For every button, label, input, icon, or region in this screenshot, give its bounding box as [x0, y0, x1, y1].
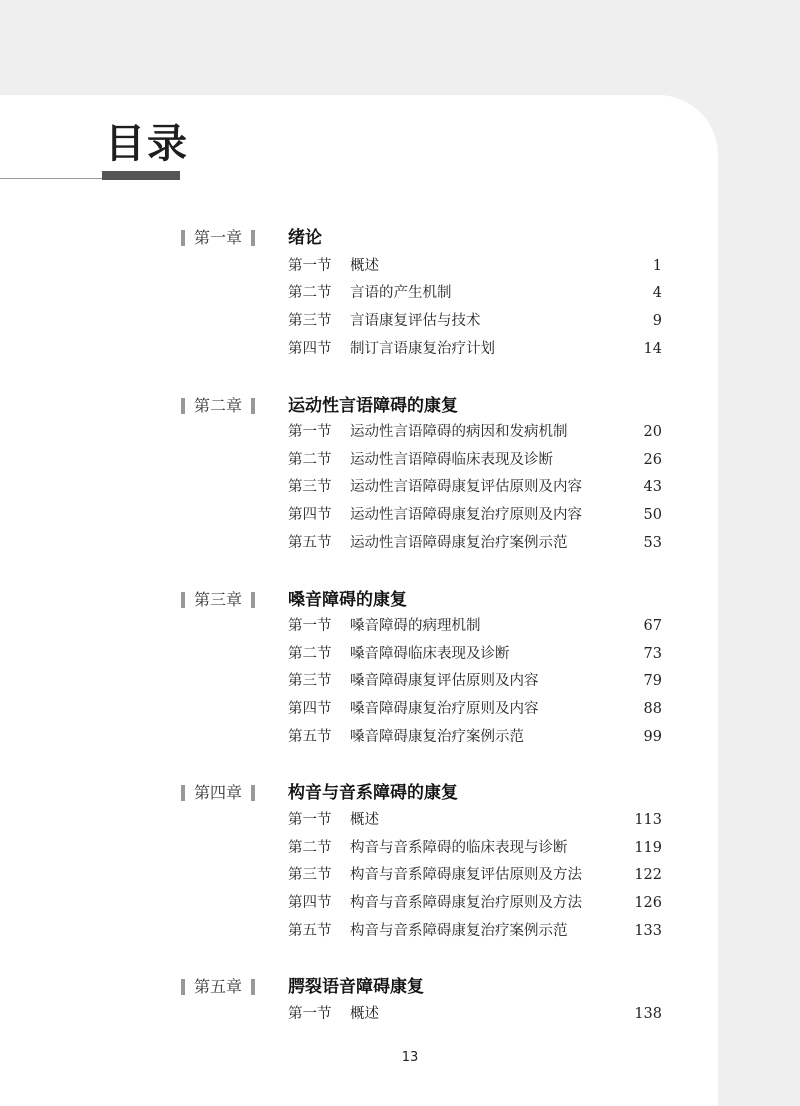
page-number: 126 — [634, 895, 662, 911]
section-title: 运动性言语障碍康复治疗案例示范 — [350, 535, 568, 551]
section-number: 第二节 — [288, 285, 332, 301]
page-number: 9 — [652, 313, 662, 329]
page-number: 53 — [643, 535, 662, 551]
page-number: 14 — [643, 341, 662, 357]
section-number: 第一节 — [288, 812, 332, 828]
section-number: 第三节 — [288, 867, 332, 883]
toc-entry[interactable] — [288, 643, 662, 665]
section-title: 嗓音障碍康复治疗原则及内容 — [350, 701, 539, 717]
page-number: 99 — [643, 729, 662, 745]
page-number: 138 — [634, 1006, 662, 1022]
toc-entry[interactable] — [288, 864, 662, 886]
toc-entry[interactable] — [288, 282, 662, 304]
section-number: 第三节 — [288, 673, 332, 689]
section-number: 第一节 — [288, 258, 332, 274]
section-title: 嗓音障碍康复评估原则及内容 — [350, 673, 539, 689]
section-number: 第五节 — [288, 923, 332, 939]
toc-entry[interactable] — [288, 892, 662, 914]
chapter-label: 第二章 — [181, 395, 255, 417]
section-title: 构音与音系障碍康复治疗原则及方法 — [350, 895, 582, 911]
section-title: 概述 — [350, 1006, 379, 1022]
page-number: 79 — [643, 673, 662, 689]
section-number: 第五节 — [288, 535, 332, 551]
section-number: 第二节 — [288, 646, 332, 662]
page-number: 43 — [643, 479, 662, 495]
section-number: 第一节 — [288, 1006, 332, 1022]
chapter-label: 第一章 — [181, 227, 255, 249]
toc-entry[interactable] — [288, 255, 662, 277]
toc-entry[interactable] — [288, 421, 662, 443]
toc-entry[interactable] — [288, 615, 662, 637]
page-number: 133 — [634, 923, 662, 939]
page-number: 20 — [643, 424, 662, 440]
section-title: 运动性言语障碍临床表现及诊断 — [350, 452, 553, 468]
toc-entry[interactable] — [288, 532, 662, 554]
toc-entry[interactable] — [288, 338, 662, 360]
toc-entry[interactable] — [288, 698, 662, 720]
toc-entry[interactable] — [288, 809, 662, 831]
section-title: 嗓音障碍康复治疗案例示范 — [350, 729, 524, 745]
toc-entry[interactable] — [288, 1003, 662, 1025]
section-title: 嗓音障碍临床表现及诊断 — [350, 646, 510, 662]
section-title: 概述 — [350, 812, 379, 828]
section-title: 运动性言语障碍康复治疗原则及内容 — [350, 507, 582, 523]
page-number: 50 — [643, 507, 662, 523]
toc-entry[interactable] — [288, 476, 662, 498]
section-number: 第四节 — [288, 507, 332, 523]
section-number: 第一节 — [288, 618, 332, 634]
section-number: 第三节 — [288, 313, 332, 329]
page-number: 4 — [652, 285, 662, 301]
page-number: 67 — [643, 618, 662, 634]
toc-entry[interactable] — [288, 310, 662, 332]
chapter-title: 绪论 — [288, 228, 322, 248]
toc-entry[interactable] — [288, 670, 662, 692]
chapter-title: 构音与音系障碍的康复 — [288, 783, 458, 803]
page-number: 119 — [634, 840, 662, 856]
section-number: 第四节 — [288, 341, 332, 357]
chapter-title: 腭裂语音障碍康复 — [288, 977, 424, 997]
chapter-title: 嗓音障碍的康复 — [288, 590, 407, 610]
section-title: 构音与音系障碍的临床表现与诊断 — [350, 840, 568, 856]
section-number: 第四节 — [288, 701, 332, 717]
page-number: 1 — [652, 258, 662, 274]
section-title: 构音与音系障碍康复治疗案例示范 — [350, 923, 568, 939]
page-title: 目录 — [105, 120, 189, 167]
page-number: 26 — [643, 452, 662, 468]
page-number: 122 — [634, 867, 662, 883]
section-title: 运动性言语障碍的病因和发病机制 — [350, 424, 568, 440]
section-title: 概述 — [350, 258, 379, 274]
section-number: 第三节 — [288, 479, 332, 495]
toc-entry[interactable] — [288, 449, 662, 471]
toc-entry[interactable] — [288, 726, 662, 748]
page-number: 113 — [634, 812, 662, 828]
page-number: 88 — [643, 701, 662, 717]
section-number: 第五节 — [288, 729, 332, 745]
title-underline-bar — [102, 171, 180, 180]
chapter-title: 运动性言语障碍的康复 — [288, 396, 458, 416]
chapter-label: 第五章 — [181, 976, 255, 998]
section-title: 言语康复评估与技术 — [350, 313, 481, 329]
section-number: 第二节 — [288, 840, 332, 856]
section-title: 运动性言语障碍康复评估原则及内容 — [350, 479, 582, 495]
section-title: 构音与音系障碍康复评估原则及方法 — [350, 867, 582, 883]
section-title: 言语的产生机制 — [350, 285, 452, 301]
section-number: 第一节 — [288, 424, 332, 440]
section-title: 嗓音障碍的病理机制 — [350, 618, 481, 634]
toc-entry[interactable] — [288, 920, 662, 942]
toc-entry[interactable] — [288, 504, 662, 526]
page-number: 73 — [643, 646, 662, 662]
section-number: 第四节 — [288, 895, 332, 911]
section-number: 第二节 — [288, 452, 332, 468]
toc-entry[interactable] — [288, 837, 662, 859]
chapter-label: 第三章 — [181, 589, 255, 611]
section-title: 制订言语康复治疗计划 — [350, 341, 495, 357]
page-folio: 13 — [401, 1050, 419, 1065]
chapter-label: 第四章 — [181, 782, 255, 804]
